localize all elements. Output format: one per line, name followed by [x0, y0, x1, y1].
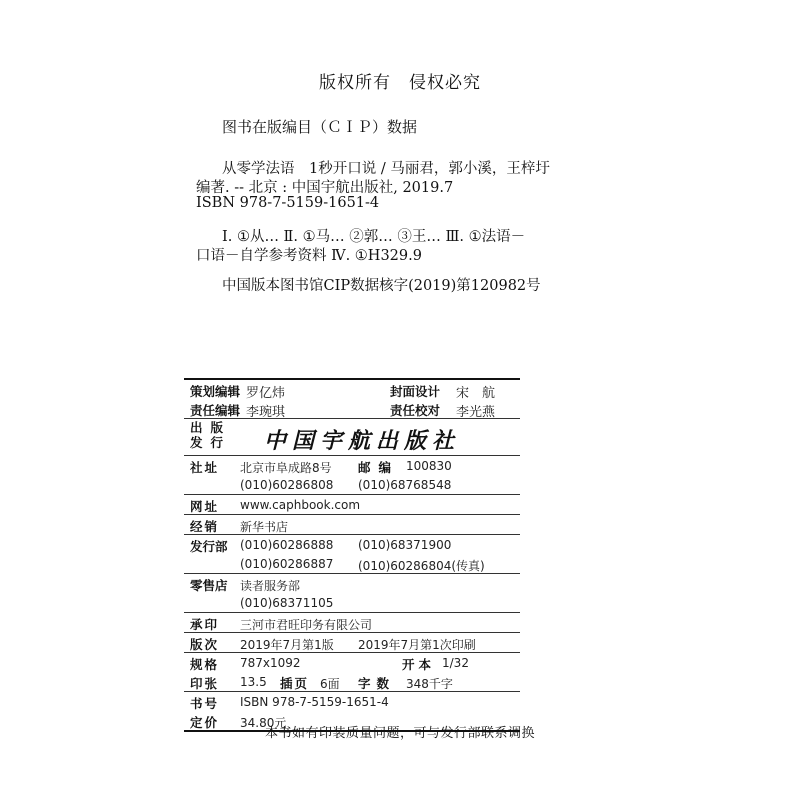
retail-label: 零售店 — [190, 578, 228, 593]
format: 1/32 — [442, 656, 469, 670]
distribution-label: 经销 — [190, 519, 220, 534]
cip-line-5: 口语－自学参考资料 Ⅳ. ①H329.9 — [196, 248, 422, 264]
spec: 787x1092 — [240, 656, 301, 670]
distribution: 新华书店 — [240, 520, 289, 534]
colophon-table — [184, 378, 520, 732]
printer-label: 承印 — [190, 617, 220, 632]
dept-phone-2: (010)68371900 — [358, 538, 452, 552]
printing: 2019年7月第1次印刷 — [358, 638, 476, 652]
retail: 读者服务部 — [240, 579, 301, 593]
cip-line-2: 编著. -- 北京 : 中国宇航出版社, 2019.7 — [196, 180, 454, 196]
row-phones — [184, 475, 520, 494]
edition-label: 版次 — [190, 637, 220, 652]
insert-label: 插页 — [280, 676, 310, 691]
insert: 6面 — [320, 677, 340, 691]
phone-1: (010)60286808 — [240, 478, 334, 492]
cover-design: 宋 航 — [456, 386, 496, 401]
row-responsible — [184, 399, 520, 418]
row-dept — [184, 535, 520, 554]
proofreader: 李光燕 — [456, 405, 496, 420]
row-distribution — [184, 515, 520, 534]
website: www.caphbook.com — [240, 498, 361, 512]
dept-phone-3: (010)60286887 — [240, 557, 334, 571]
publish-label-1: 出版 — [190, 420, 232, 435]
row-dept-2 — [184, 554, 520, 573]
row-website — [184, 495, 520, 514]
retail-phone: (010)68371105 — [240, 596, 334, 610]
price: 34.80元 — [240, 716, 287, 730]
publisher-logo: 中国宇航出版社 — [264, 428, 461, 454]
words: 348千字 — [406, 677, 453, 691]
row-retail — [184, 574, 520, 593]
dept-phone-4: (010)60286804(传真) — [358, 559, 485, 573]
row-printer — [184, 613, 520, 632]
row-publisher — [184, 419, 520, 455]
planning-editor-label: 策划编辑 — [190, 384, 241, 399]
planning-editor: 罗亿炜 — [246, 386, 286, 401]
footer-note: 本书如有印装质量问题，可与发行部联系调换 — [264, 726, 535, 741]
cip-title: 图书在版编目（ＣＩＰ）数据 — [222, 118, 418, 136]
row-sheets — [184, 672, 520, 691]
price-label: 定价 — [190, 715, 220, 730]
website-label: 网址 — [190, 499, 220, 514]
row-retail-2 — [184, 593, 520, 612]
postcode-label: 邮编 — [358, 460, 400, 475]
sheets: 13.5 — [240, 675, 267, 689]
row-address — [184, 456, 520, 475]
address-label: 社址 — [190, 460, 220, 475]
row-isbn — [184, 692, 520, 711]
cip-line-3: ISBN 978-7-5159-1651-4 — [196, 195, 380, 211]
responsible-editor-label: 责任编辑 — [190, 403, 241, 418]
cip-line-1: 从零学法语 1秒开口说 / 马丽君，郭小溪，王梓圩 — [222, 161, 550, 177]
printer: 三河市君旺印务有限公司 — [240, 618, 373, 632]
publish-label-2: 发行 — [190, 435, 232, 450]
dept-label: 发行部 — [190, 539, 228, 554]
format-label: 开本 — [402, 657, 436, 672]
proofreader-label: 责任校对 — [390, 403, 441, 418]
spec-label: 规格 — [190, 657, 220, 672]
postcode: 100830 — [406, 459, 452, 473]
row-edition — [184, 633, 520, 652]
edition: 2019年7月第1版 — [240, 638, 334, 652]
sheets-label: 印张 — [190, 676, 220, 691]
responsible-editor: 李琬琪 — [246, 405, 286, 420]
dept-phone-1: (010)60286888 — [240, 538, 334, 552]
phone-2: (010)68768548 — [358, 478, 452, 492]
cover-design-label: 封面设计 — [390, 384, 441, 399]
row-spec — [184, 653, 520, 672]
cip-verification: 中国版本图书馆CIP数据核字(2019)第120982号 — [222, 278, 541, 294]
words-label: 字数 — [358, 676, 396, 691]
cip-line-4: Ⅰ. ①从… Ⅱ. ①马… ②郭… ③王… Ⅲ. ①法语－ — [222, 229, 526, 245]
isbn: ISBN 978-7-5159-1651-4 — [240, 695, 389, 709]
copyright-notice: 版权所有 侵权必究 — [319, 73, 481, 93]
address: 北京市阜成路8号 — [240, 461, 332, 475]
row-planning — [184, 380, 520, 399]
isbn-label: 书号 — [190, 696, 220, 711]
